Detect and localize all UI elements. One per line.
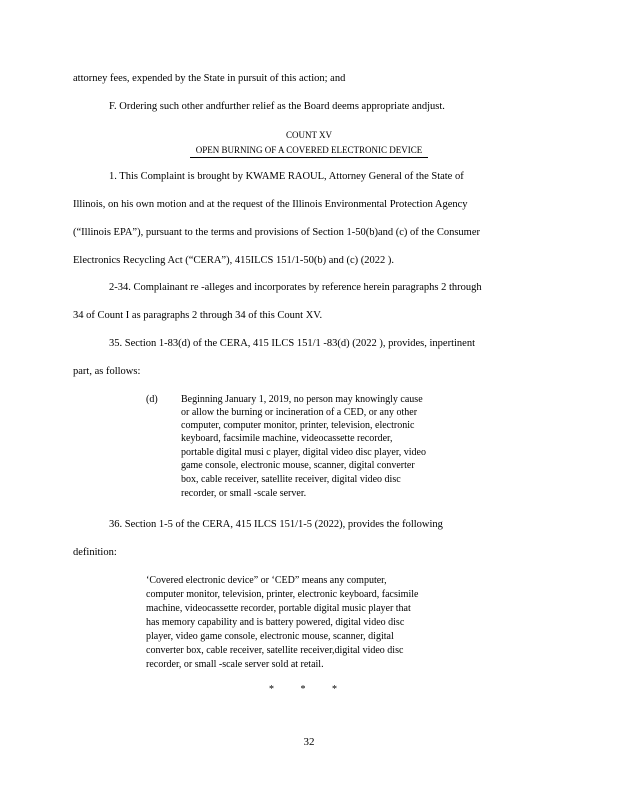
paragraph-2-line-2: 34 of Count I as paragraphs 2 through 34 of this Count XV. (73, 310, 323, 321)
paragraph-2-line-1: 2-34. Complainant re -alleges and incorporates by reference herein paragraphs 2 through (109, 282, 482, 293)
page-number: 32 (303, 736, 315, 748)
quote-ced-line: machine, videocassette recorder, portable digital music player that (146, 603, 411, 614)
quote-ced-line: has memory capability and is battery powered, digital video disc (146, 617, 405, 628)
quote-d-line: Beginning January 1, 2019, no person may knowingly cause (181, 394, 423, 405)
quote-ced-line: converter box, cable receiver, satellite receiver,digital video disc (146, 645, 404, 656)
quote-ced-line: recorder, or small -scale server sold at retail. (146, 659, 324, 670)
quote-d-line: computer, computer monitor, printer, television, electronic (181, 420, 415, 431)
count-heading: COUNT XV (285, 130, 333, 140)
quote-d-line: recorder, or small -scale server. (181, 488, 307, 499)
quote-d-marker: (d) (146, 394, 158, 405)
quote-d-line: keyboard, facsimile machine, videocassette recorder, (181, 433, 393, 444)
quote-d-line: or allow the burning or incineration of a CED, or any other (181, 407, 418, 418)
quote-d-line: box, cable receiver, satellite receiver, digital video disc (181, 474, 401, 485)
quote-ced-line: computer monitor, television, printer, electronic keyboard, facsimile (146, 589, 419, 600)
count-title-text: OPEN BURNING OF A COVERED ELECTRONIC DEVICE (190, 145, 429, 158)
quote-ced-line: player, video game console, electronic mouse, scanner, digital (146, 631, 394, 642)
paragraph-1-line-1: 1. This Complaint is brought by KWAME RAOUL, Attorney General of the State of (109, 171, 464, 182)
paragraph-1-line-4: Electronics Recycling Act (“CERA”), 415ILCS 151/1-50(b) and (c) (2022 ). (73, 255, 395, 266)
text-line-prayer-f: F. Ordering such other andfurther relief as the Board deems appropriate andjust. (109, 101, 445, 112)
paragraph-35-line-2: part, as follows: (73, 366, 141, 377)
quote-d-line: portable digital musi c player, digital video disc player, video (181, 447, 426, 458)
paragraph-1-line-2: Illinois, on his own motion and at the request of the Illinois Environmental Protection Agency (73, 199, 468, 210)
quote-d-line: game console, electronic mouse, scanner, digital converter (181, 460, 415, 471)
paragraph-1-line-3: (“Illinois EPA”), pursuant to the terms and provisions of Section 1-50(b)and (c) of the Consumer (73, 227, 480, 238)
section-break-stars: * * * (269, 684, 349, 695)
quote-ced-line: ‘Covered electronic device” or ‘CED” means any computer, (146, 575, 387, 586)
paragraph-36-line-1: 36. Section 1-5 of the CERA, 415 ILCS 151/1-5 (2022), provides the following (109, 519, 443, 530)
paragraph-36-line-2: definition: (73, 547, 117, 558)
count-title (0, 145, 618, 158)
paragraph-35-line-1: 35. Section 1-83(d) of the CERA, 415 ILCS 151/1 -83(d) (2022 ), provides, inpertinent (109, 338, 475, 349)
text-line-prayer-end: attorney fees, expended by the State in pursuit of this action; and (73, 73, 346, 84)
